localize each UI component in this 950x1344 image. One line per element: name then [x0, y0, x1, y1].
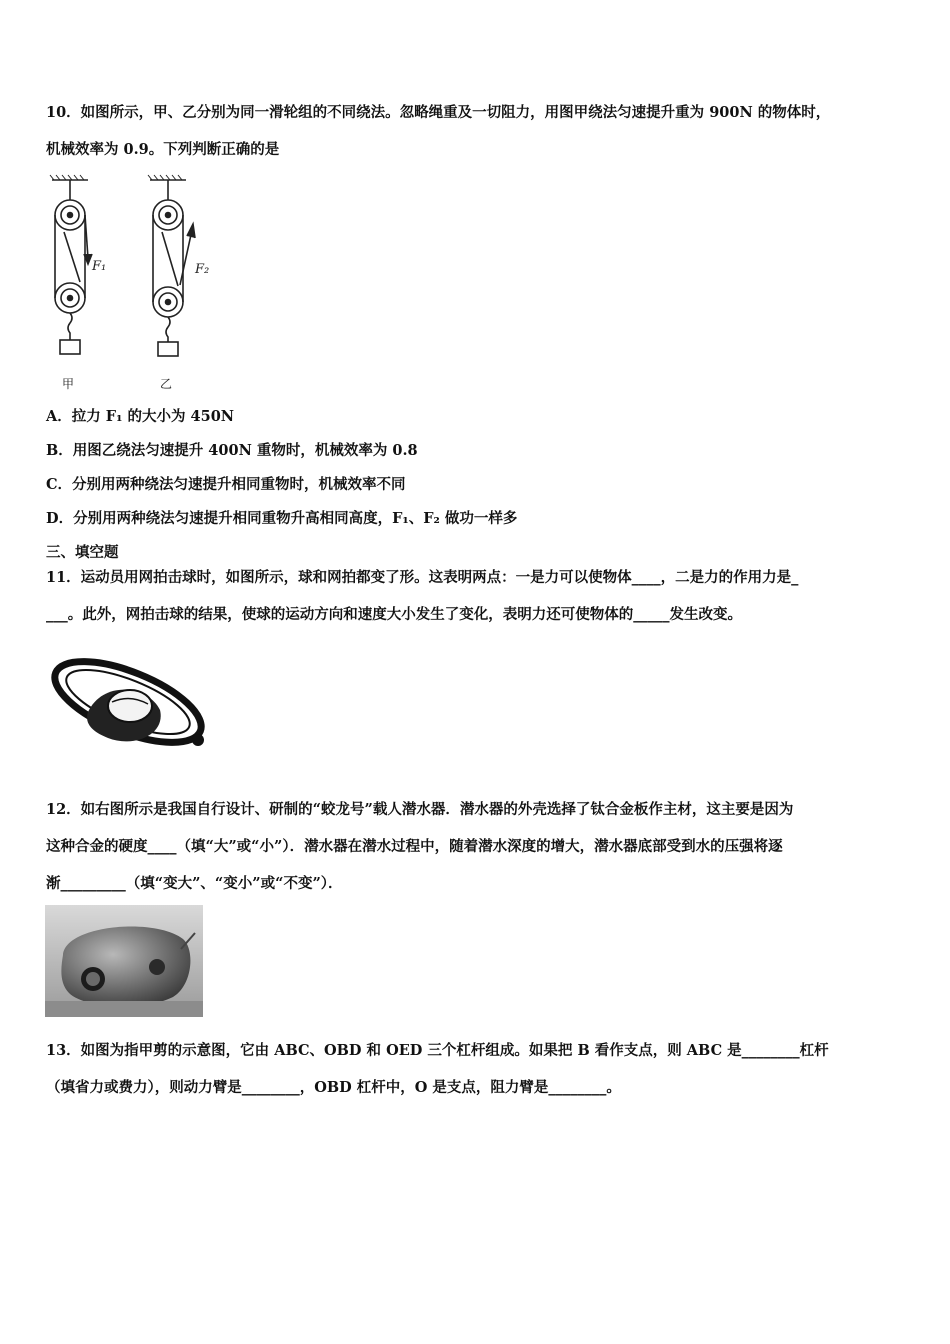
q10-option-d: D．分别用两种绕法匀速提升相同重物升高相同高度，F₁、F₂ 做功一样多: [46, 510, 518, 527]
q10-option-a: A．拉力 F₁ 的大小为 450N: [46, 408, 235, 425]
force-label-left: F₁: [92, 259, 107, 274]
pulley-figure: [40, 170, 230, 395]
q12-line-1: 12．如右图所示是我国自行设计、研制的“蛟龙号”载人潜水器．潜水器的外壳选择了钛合金板作主材，这主要是因为: [46, 801, 794, 818]
figure-label-jia: 甲: [62, 377, 75, 391]
q11-line-1: 11．运动员用网拍击球时，如图所示，球和网拍都变了形。这表明两点：一是力可以使物体____，二是力的作用力是_: [46, 569, 799, 586]
figure-label-yi: 乙: [160, 377, 173, 391]
q12-line-3: 渐_________（填“变大”、“变小”或“不变”）．: [46, 875, 343, 892]
weight-left: [60, 340, 80, 354]
tennis-ball: [108, 690, 152, 722]
q10-line-1: 10．如图所示，甲、乙分别为同一滑轮组的不同绕法。忽略绳重及一切阻力，用图甲绕法匀速提升重为 900N 的物体时，: [46, 104, 831, 121]
racket-ball-figure: [48, 640, 208, 765]
q10-line-2: 机械效率为 0.9。下列判断正确的是: [46, 141, 280, 158]
weight-right: [158, 342, 178, 356]
submersible-photo: [45, 905, 203, 1017]
q10-option-b: B．用图乙绕法匀速提升 400N 重物时，机械效率为 0.8: [46, 442, 418, 459]
submersible-hull: [61, 926, 190, 1006]
q10-option-c: C．分别用两种绕法匀速提升相同重物时，机械效率不同: [46, 476, 406, 493]
q13-line-2: （填省力或费力），则动力臂是________，OBD 杠杆中，O 是支点，阻力臂是________。: [46, 1079, 621, 1096]
q11-line-2: ___。此外，网拍击球的结果，使球的运动方向和速度大小发生了变化，表明力还可使物体的_____发生改变。: [46, 606, 742, 623]
q12-line-2: 这种合金的硬度____（填“大”或“小”）．潜水器在潜水过程中，随着潜水深度的增大，潜水器底部受到水的压强将逐: [46, 838, 783, 855]
q13-line-1: 13．如图为指甲剪的示意图，它由 ABC、OBD 和 OED 三个杠杆组成。如果把 B 看作支点，则 ABC 是________杠杆: [46, 1042, 829, 1059]
section-title: 三、填空题: [46, 544, 119, 561]
force-label-right: F₂: [195, 262, 210, 277]
